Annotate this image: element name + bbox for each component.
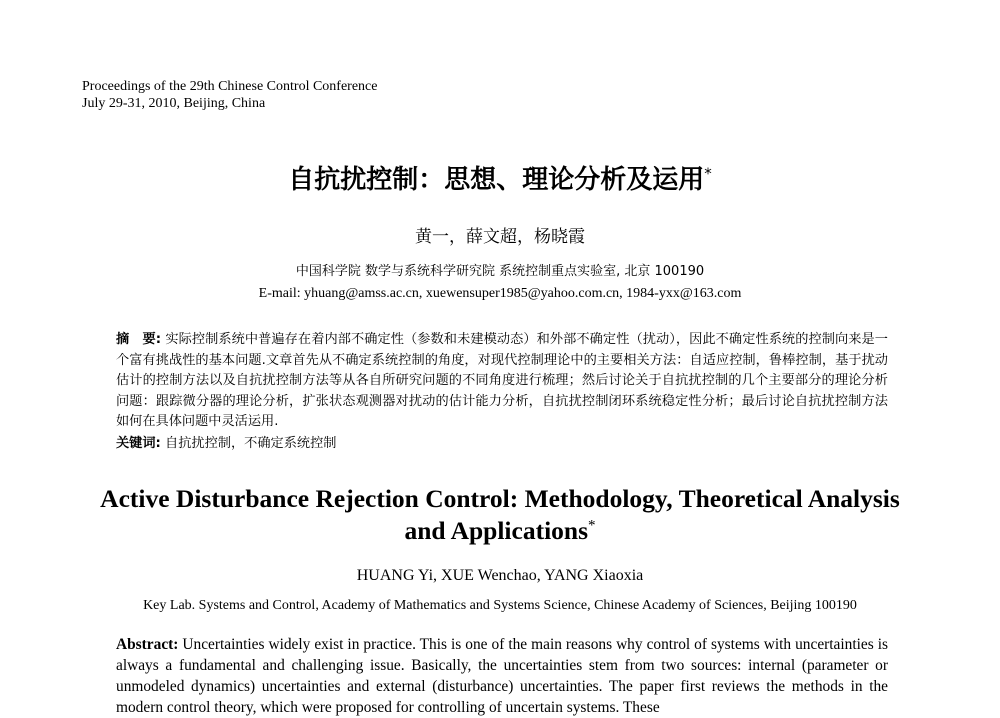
chinese-keywords-text: 自抗扰控制，不确定系统控制 [160,436,337,451]
english-authors: HUANG Yi, XUE Wenchao, YANG Xiaoxia [356,567,644,584]
author-emails: E-mail: yhuang@amss.ac.cn, xuewensuper1985@yahoo.com.cn, 1984-yxx@163.com [258,286,742,301]
chinese-abstract [116,330,888,433]
chinese-title [0,163,1000,197]
chinese-authors: 黄一，薛文超，杨晓霞 [415,227,585,247]
english-abstract-label: Abstract: [116,636,179,653]
english-abstract [116,634,888,718]
english-affiliation: Key Lab. Systems and Control, Academy of Mathematics and Systems Science, Chinese Academy of Sciences, Beijing 100190 [143,598,857,613]
proceedings-line-1: Proceedings of the 29th Chinese Control Conference [82,79,378,94]
chinese-title-text: 自抗扰控制：思想、理论分析及运用 [288,165,705,195]
english-title-footnote-mark: * [588,517,596,534]
chinese-abstract-text: 实际控制系统中普遍存在着内部不确定性（参数和未建模动态）和外部不确定性（扰动），因此不确定性系统的控制向来是一个富有挑战性的基本问题.文章首先从不确定系统控制的角度，对现代控制理论中的主要相关方法：自适应控制，鲁棒控制，基于扰动估计的控制方法以及自抗扰控制方法等从各自所研究问题的不同角度进行梳理；然后讨论关于自抗扰控制的几个主要部分的理论分析问题：跟踪微分器的理论分析，扩张状态观测器对扰动的估计能力分析，自抗扰控制闭环系统稳定性分析；最后讨论自抗扰控制方法如何在具体问题中灵活运用. [116,332,888,429]
chinese-title-footnote-mark: * [704,164,712,183]
chinese-keywords-label: 关键词: [116,436,161,451]
chinese-affiliation: 中国科学院 数学与系统科学研究院 系统控制重点实验室, 北京 100190 [295,264,705,279]
proceedings-line-2: July 29-31, 2010, Beijing, China [82,96,266,111]
english-abstract-text: Uncertainties widely exist in practice. This is one of the main reasons why control of systems with uncertainties is always a fundamental and challenging issue. Basically, the uncertainties stem from two sources: internal (parameter or unmodeled dynamics) uncertainties and external (disturbance) uncertainties. The paper first reviews the methods in the modern control theory, which were proposed for controlling of uncertain systems. These [116,636,888,716]
english-title-text: Active Disturbance Rejection Control: Methodology, Theoretical Analysis and Applications [100,484,900,545]
chinese-keywords [116,434,888,454]
english-title [100,483,900,547]
proceedings-header [82,78,377,112]
chinese-abstract-label: 摘 要: [116,332,162,347]
